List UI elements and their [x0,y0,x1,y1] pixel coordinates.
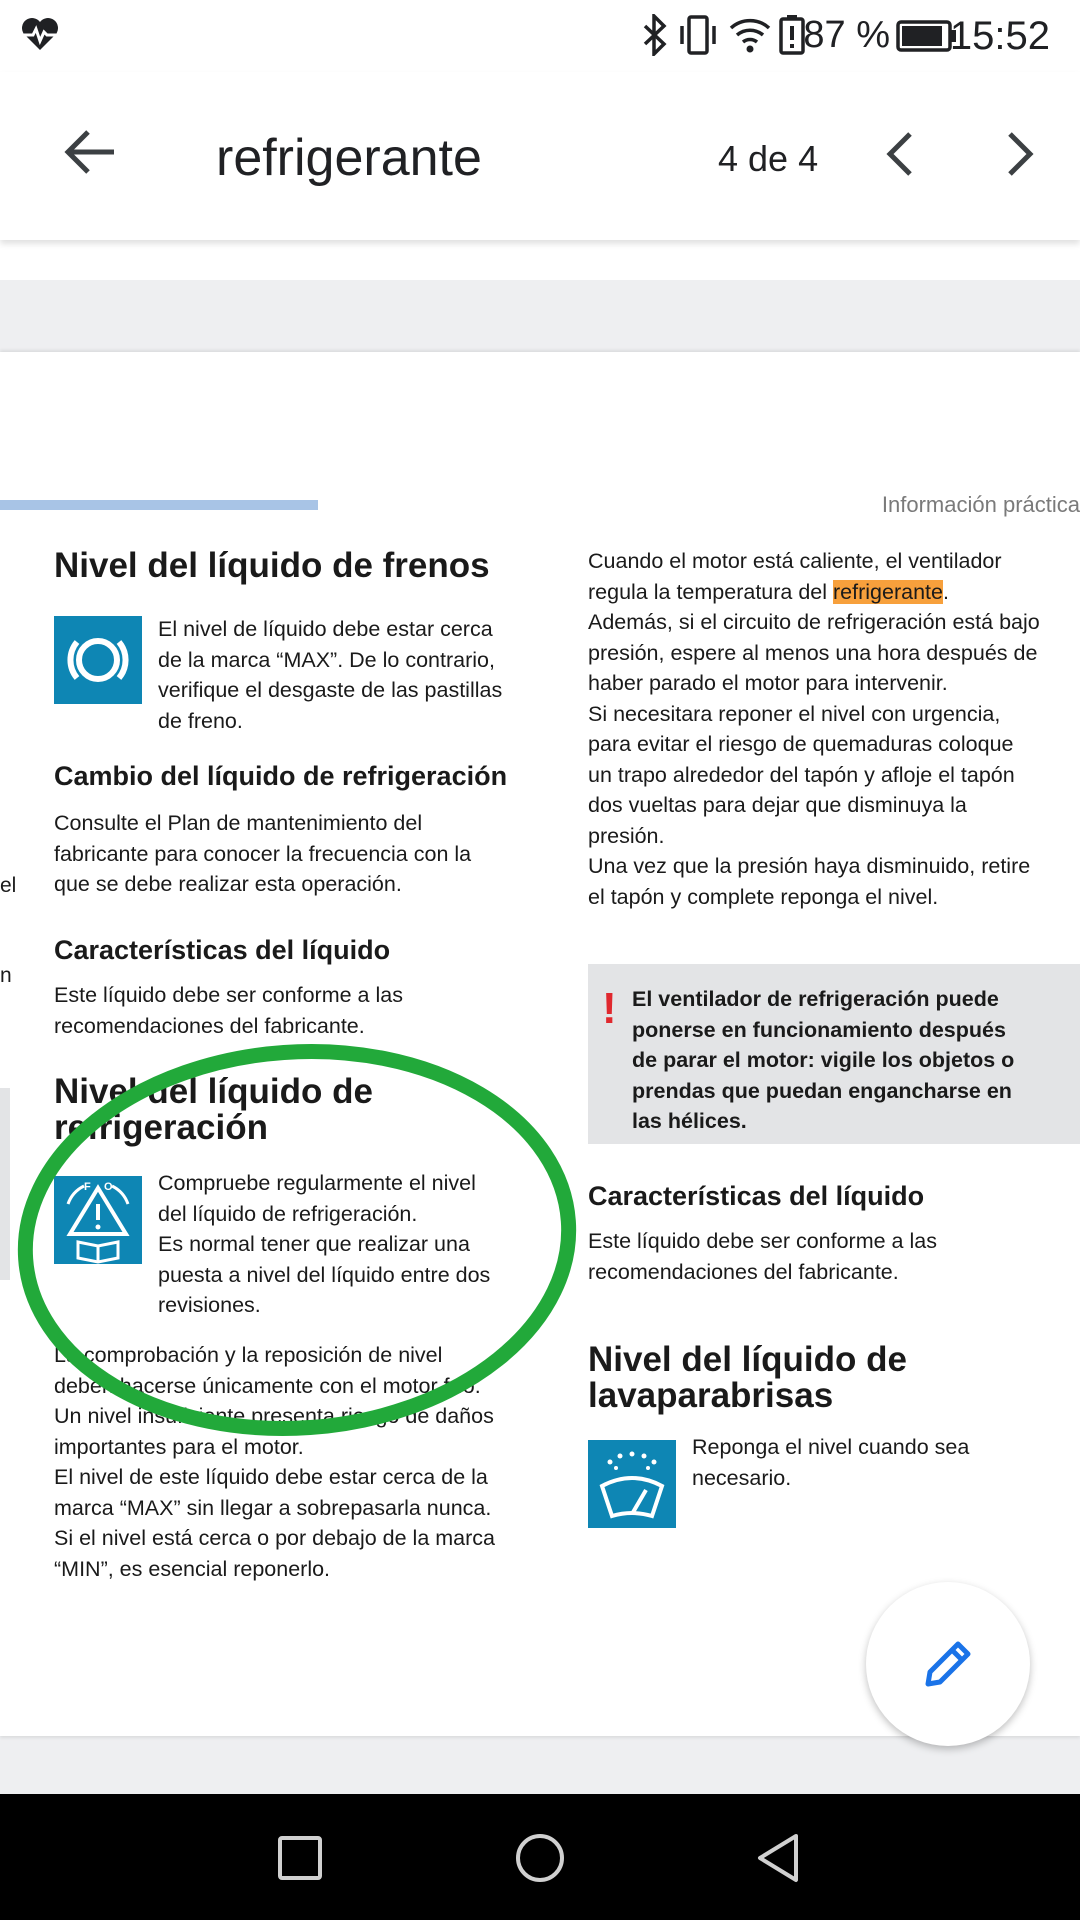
circle-home-icon[interactable] [514,1832,566,1884]
battery-icon [896,20,958,52]
page-gap [0,240,1080,280]
status-time: 15:52 [949,14,1050,58]
vibrate-icon [676,14,720,56]
coolant-level-heading: Nivel del líquido de refrigeración [54,1072,373,1147]
header-rule [0,500,318,510]
prev-page-box-edge [0,1088,10,1280]
triangle-back-icon[interactable] [754,1832,802,1884]
washer-text: Reponga el nivel cuando sea necesario. [692,1435,970,1490]
search-highlight: refrigerante [833,579,943,604]
running-head: Información práctica [881,492,1080,517]
brake-warning-icon [54,616,142,704]
bluetooth-icon [642,14,668,56]
chevron-left-icon[interactable] [884,130,916,178]
svg-text:F: F [84,1181,91,1193]
exclamation-icon: ! [602,984,617,1033]
search-query[interactable]: refrigerante [216,129,482,187]
specs-text-left: Este líquido debe ser conforme a las recomendaciones del fabricante. [54,983,403,1038]
coolant-change-heading: Cambio del líquido de refrigeración [54,761,508,791]
chevron-right-icon[interactable] [1004,130,1036,178]
battery-percent: 87 % [803,14,890,56]
brake-text: El nivel de líquido debe estar cerca de la marca “MAX”. De lo contrario, verifique el desgaste de las pastillas de freno. [158,617,503,733]
heart-pulse-icon [20,16,60,52]
battery-alert-icon [778,14,806,56]
system-nav-bar [0,1794,1080,1920]
hot-engine-text: Cuando el motor está caliente, el ventilador regula la temperatura del refrigerante. Además, si el circuito de refrigeración está bajo presión, espere al menos una hora después de haber parado el motor para intervenir. Si necesitara reponer el nivel con urgencia, para evitar el riesgo de quemaduras coloque un trapo alrededor del tapón y afloje el tapón dos vueltas para dejar que disminuya la presión. Una vez que la presión haya disminuido, retire el tapón y complete reponga el nivel. [588,549,1040,909]
arrow-back-icon[interactable] [64,128,116,176]
svg-text:O: O [104,1181,113,1193]
specs-heading-right: Características del líquido [588,1181,925,1211]
specs-heading-left: Características del líquido [54,935,391,965]
edge-fragment: el [0,874,17,897]
search-app-bar [0,72,1080,240]
edge-fragment: n [0,964,12,987]
square-recents-icon[interactable] [276,1834,324,1882]
specs-text-right: Este líquido debe ser conforme a las recomendaciones del fabricante. [588,1229,937,1284]
status-bar [0,0,1080,72]
coolant-level-icon [54,1176,142,1264]
document-page[interactable] [0,352,1080,1736]
fan-warning-box: ! El ventilador de refrigeración puede ponerse en funcionamiento después de parar el motor: vigile los objetos o prendas que puedan engancharse en las hélices. [588,964,1080,1144]
wifi-icon [728,16,772,54]
brake-heading: Nivel del líquido de frenos [54,546,490,585]
washer-icon [588,1440,676,1528]
edit-fab[interactable] [866,1582,1030,1746]
match-counter: 4 de 4 [718,138,819,179]
coolant-level-text: La comprobación y la reposición de nivel deben hacerse únicamente con el motor frío. Un nivel insuficiente presenta riesgo de daños importantes para el motor. El nivel de este líquido debe estar cerca de la marca “MAX” sin llegar a sobrepasarla nunca. Si el nivel está cerca o por debajo de la marca “MIN”, es esencial reponerlo. [54,1343,495,1581]
coolant-level-icon-text: Compruebe regularmente el nivel del líquido de refrigeración. Es normal tener que realizar una puesta a nivel del líquido entre dos revisiones. [158,1171,491,1317]
coolant-change-text: Consulte el Plan de mantenimiento del fabricante para conocer la frecuencia con la que se debe realizar esta operación. [54,811,472,896]
pencil-edit-icon [920,1636,976,1692]
washer-heading: Nivel del líquido de lavaparabrisas [588,1340,907,1415]
